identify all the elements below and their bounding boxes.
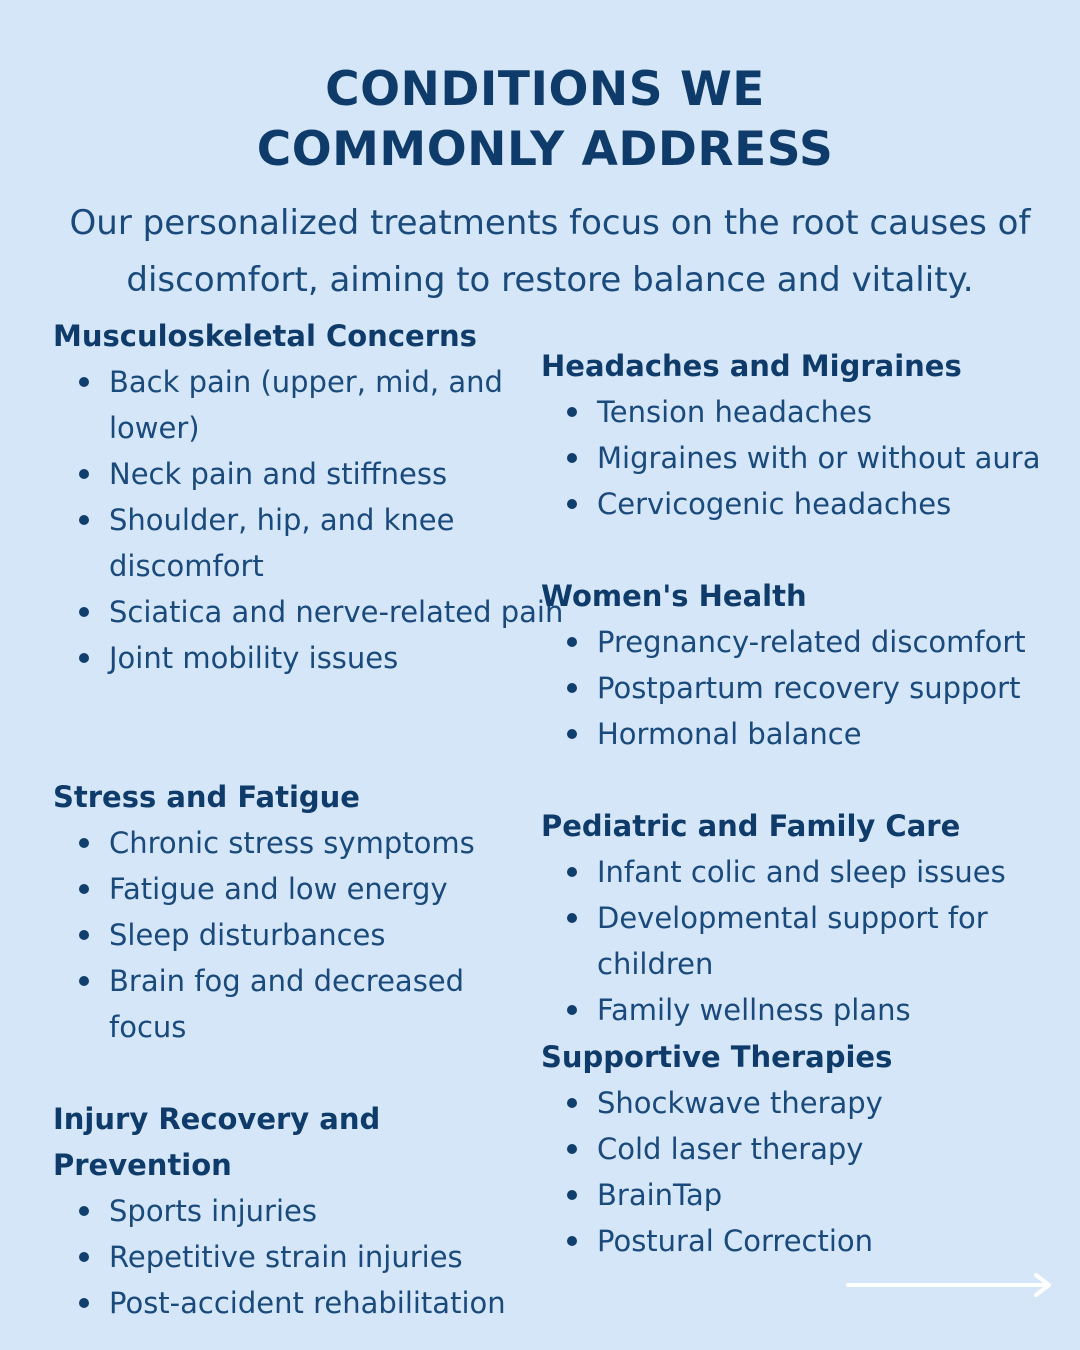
section-heading: Injury Recovery and Prevention	[53, 1102, 381, 1182]
list-item: Brain fog and decreased focus	[109, 958, 529, 1050]
list-item: Postural Correction	[597, 1218, 1076, 1264]
list-item: Fatigue and low energy	[109, 866, 529, 912]
list-item: Sleep disturbances	[109, 912, 529, 958]
section-supportive-therapies	[541, 1034, 1076, 1264]
section-pediatric	[541, 803, 1076, 1033]
page-title-line-1: CONDITIONS WE	[325, 62, 765, 117]
page-title-line-2: COMMONLY ADDRESS	[256, 122, 834, 177]
list-item: Shockwave therapy	[597, 1080, 1076, 1126]
list-item: Post-accident rehabilitation	[109, 1280, 579, 1326]
section-heading: Pediatric and Family Care	[541, 809, 961, 843]
section-musculoskeletal	[53, 313, 564, 681]
page-subtitle-line-2: discomfort, aiming to restore balance and vitality.	[126, 260, 974, 300]
list-item: Shoulder, hip, and knee discomfort	[109, 497, 579, 589]
condition-list	[541, 849, 1037, 1033]
section-heading: Supportive Therapies	[541, 1040, 893, 1074]
page-subtitle	[20, 195, 1080, 309]
section-stress	[53, 774, 533, 1050]
list-item: Repetitive strain injuries	[109, 1234, 579, 1280]
list-item: Migraines with or without aura	[597, 435, 1076, 481]
section-injury	[53, 1096, 533, 1326]
list-item: Postpartum recovery support	[597, 665, 1076, 711]
list-item: Pregnancy-related discomfort	[597, 619, 1076, 665]
list-item: Joint mobility issues	[109, 635, 579, 681]
list-item: Hormonal balance	[597, 711, 1076, 757]
condition-list	[541, 1080, 1076, 1264]
condition-list	[541, 389, 1076, 527]
condition-list	[53, 1188, 579, 1326]
list-item: Tension headaches	[597, 389, 1076, 435]
list-item: BrainTap	[597, 1172, 1076, 1218]
section-womens-health	[541, 573, 1076, 757]
list-item: Sports injuries	[109, 1188, 579, 1234]
section-heading: Headaches and Migraines	[541, 349, 962, 383]
list-item: Cold laser therapy	[597, 1126, 1076, 1172]
section-heading: Musculoskeletal Concerns	[53, 319, 477, 353]
arrow-right-icon[interactable]	[846, 1270, 1056, 1300]
condition-list	[53, 359, 579, 681]
condition-list	[53, 820, 529, 1050]
list-item: Back pain (upper, mid, and lower)	[109, 359, 579, 451]
list-item: Neck pain and stiffness	[109, 451, 579, 497]
list-item: Cervicogenic headaches	[597, 481, 1076, 527]
list-item: Sciatica and nerve-related pain	[109, 589, 579, 635]
list-item: Developmental support for children	[597, 895, 1037, 987]
section-headaches	[541, 343, 1076, 527]
page-title	[0, 60, 1080, 180]
section-heading: Women's Health	[541, 579, 807, 613]
list-item: Family wellness plans	[597, 987, 1037, 1033]
condition-list	[541, 619, 1076, 757]
list-item: Chronic stress symptoms	[109, 820, 529, 866]
page-subtitle-line-1: Our personalized treatments focus on the root causes of	[69, 203, 1031, 243]
list-item: Infant colic and sleep issues	[597, 849, 1037, 895]
section-heading: Stress and Fatigue	[53, 780, 360, 814]
